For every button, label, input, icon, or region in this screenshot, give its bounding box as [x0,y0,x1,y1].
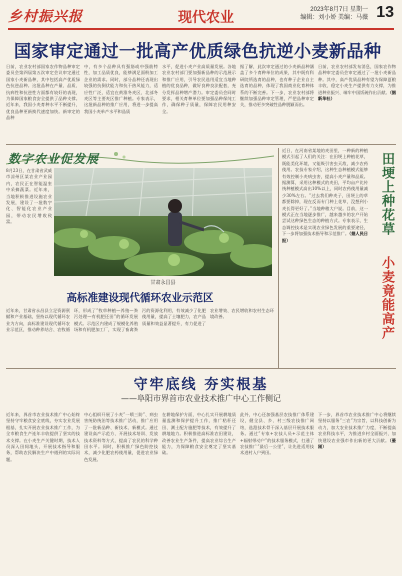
lead-column-3: 水平，促进小麦产业高质量发展。各地农业农村部门要加强新品种的示范展示和推广应用，引导农民选用适宜当地种植的优良品种，做好良种良法配套，充分发挥品种增产潜力。审定委员会同时要求，相关育种单位要加强品种保纯工作，确保种子质量，保障农民用种安全。 [162,64,236,114]
bottom-subheadline: ——阜阳市界首市农业技术推广中心工作侧记 [121,394,281,403]
photo-banner-title: 数字农业促发展 [8,152,100,166]
edition-info [300,6,368,22]
bottom-article [6,412,396,566]
lead-column-2: 中，有多个品种具有强筋或中强筋特性，加工品质优良，能够满足面粉加工企业的需求。同时，部分品种还表现出较强的抗倒伏能力和抗干热风能力，适应性广泛，适宜在黄淮冬麦区、北部冬麦区等主要麦区推广种植。专家表示，这批新品种的推广应用，将进一步提高我国小麦单产水平和品质 [84,64,158,114]
photo-story-body: 近年来，甘肃省永昌县立足资源禀赋和产业基础，坚持以现代循环农业为方向，高标准建设现代循环农业示范区，推动种养结合、农牧循环，形成了“牧草种植—养殖—粪污处理—有机肥还田”的循环发展模式。示范区内建成了规模化养殖场和有机肥加工厂，实现了畜禽粪污的资源化利用，有效减少了化肥使用量，提高了土壤肥力，农产品质量和效益显著提升，有力促进了农业增效、农民增收和农村生态环境改善。 [6,308,274,333]
page-number: 13 [376,4,394,21]
greenhouse-photo-svg [54,168,272,276]
bottom-column-5 [318,412,396,566]
lead-article [6,64,396,140]
lead-column-5-text: 日前，农业农村部发布消息，国家农作物品种审定委员会审定通过了一批小麦新品种。其中，高产优质品种有望为保障夏粮丰收、稳定小麦生产提供有力支撑，为推进种业振兴、端牢中国饭碗作出贡献。 [318,64,396,95]
bottom-column-2: 中心组织开展了小麦“一喷三防”、病虫害统防统治等技术推广活动，推广应用了一批新品种、新技术、新模式。通过建设高产示范方、开展技术培训、发放技术资料等方式，提高了农民的科学种田水平。同时，积极推广绿色防控技术，减少化肥农药使用量，促进农业绿色发展。 [84,412,158,462]
column-divider [278,148,279,368]
bottom-banner [6,374,396,406]
lead-column-1: 日前，农业农村部国家农作物品种审定委员会第四届第五次审定会议审定通过国家小麦新品种，其中包括高产优质绿色抗逆品种。这批品种在产量、品质、抗病性和抗逆性方面都有较好的表现，为保障国家粮食安全提供了品种支撑。近年来，我国小麦育种水平不断提升，优良品种更新换代速度加快。新审定的品种 [6,64,80,121]
lead-column-5 [318,64,396,140]
lead-headline: 国家审定通过一批高产优质绿色抗逆小麦新品种 [14,42,382,62]
date-line: 2023年8月7日 星期一 [310,7,368,13]
right-story-headline: 田埂上种花草 [379,152,394,236]
right-story-subheadline: 小麦竟能高产 [379,256,394,340]
right-story [282,148,396,360]
editor-line: 编辑：刘小娇 美编：马薇 [300,15,368,21]
right-story-source: （据人民日报） [282,231,368,243]
photo-story-headline: 高标准建设现代循环农业示范区 [66,292,214,304]
lead-column-4: 据了解，此次审定通过的小麦新品种涵盖了多个育种单位的成果，其中既有科研院所选育的品种，也有种子企业自主选育的品种，体现了我国商业化育种体系的不断完善。下一步，农业农村部将继续加强品种审定管理，严把品种审定关，推动更多突破性品种脱颖而出。 [240,64,314,108]
bottom-source: （晏刚） [318,437,396,450]
right-story-body-wrap [282,148,368,360]
photo-banner [6,148,274,166]
bottom-column-1: 近年来，界首市农业技术推广中心始终坚持守牢粮食安全底线，夯实农业发展根基，扎实开展农业技术推广工作，为全市粮食生产连年丰收提供了坚实的技术支撑。在小麦生产关键时期，技术人员深入田间地头，开展技术指导和服务，帮助农民解决生产中遇到的实际问题。 [6,412,80,462]
masthead [8,4,394,30]
photo-credit: 甘肃永昌县 [150,280,176,286]
photo-story [6,148,274,333]
section-divider [6,144,396,145]
right-story-body: 近日，在河南省某地的麦田里，一种新的种植模式引起了人们的关注：在田埂上种植花草，既能美化环境，又能吸引害虫天敌，减少农药使用。农技专家介绍，这种生态种植模式能够有效控制小麦病虫害，提高小麦产量和品质。据测算，采用这种模式的麦田，平均亩产比传统种植模式高出10%以上，同时农药使用量减少30%左右。“过去我们种麦子，田埂上的草都要除掉，现在反而专门种上花草，没想到小麦长得更好了。”当地种粮大户说。目前，这一模式正在当地逐步推广，越来越多的农户开始尝试这种绿色生态的种植方式。专家表示，生态调控技术是实现农业绿色发展的重要途径，下一步将加强技术指导和示范推广。 [282,148,368,237]
bottom-column-5-text: 下一步，界首市农业技术推广中心将继续坚持以服务“三农”为宗旨，以科技创新为动力，加大农业技术推广力度，不断提高农业科技水平，为推进乡村全面振兴、加快建设农业强市作出新的更大贡献。 [318,412,396,443]
lead-source: （据新华社） [318,89,396,102]
bottom-divider [6,368,396,369]
section-name: 现代农业 [178,10,234,26]
bottom-column-4: 此外，中心还加强基层农技推广体系建设，健全县、乡、村三级农技推广网络，选派技术骨干深入基层开展技术服务。通过“专家+农技人员+示范主体+辐射带动户”的技术服务模式，打通了农技推广“最后一公里”，让先进适用技术进村入户到田。 [240,412,314,456]
paper-name: 乡村振兴报 [8,9,83,25]
greenhouse-photo [54,168,272,276]
bottom-headline: 守牢底线 夯实根基 [133,377,269,393]
photo-side-text: 8月23日，在甘肃省武威市凉州区某农业产业园内，农民正在智能温室中采摘蔬菜。近年来，当地积极推进设施农业发展，建设了一批数字化、智能化农业产业园，带动农民增收致富。 [6,168,52,225]
bottom-column-3: 在耕地保护方面，中心扎实开展耕地质量监测和保护提升工作，推广秸秆还田、测土配方施肥等技术，有效提升了耕地地力。积极推进高标准农田建设，改善农业生产条件，提高农业综合生产能力，为保障粮食安全奠定了坚实基础。 [162,412,236,456]
